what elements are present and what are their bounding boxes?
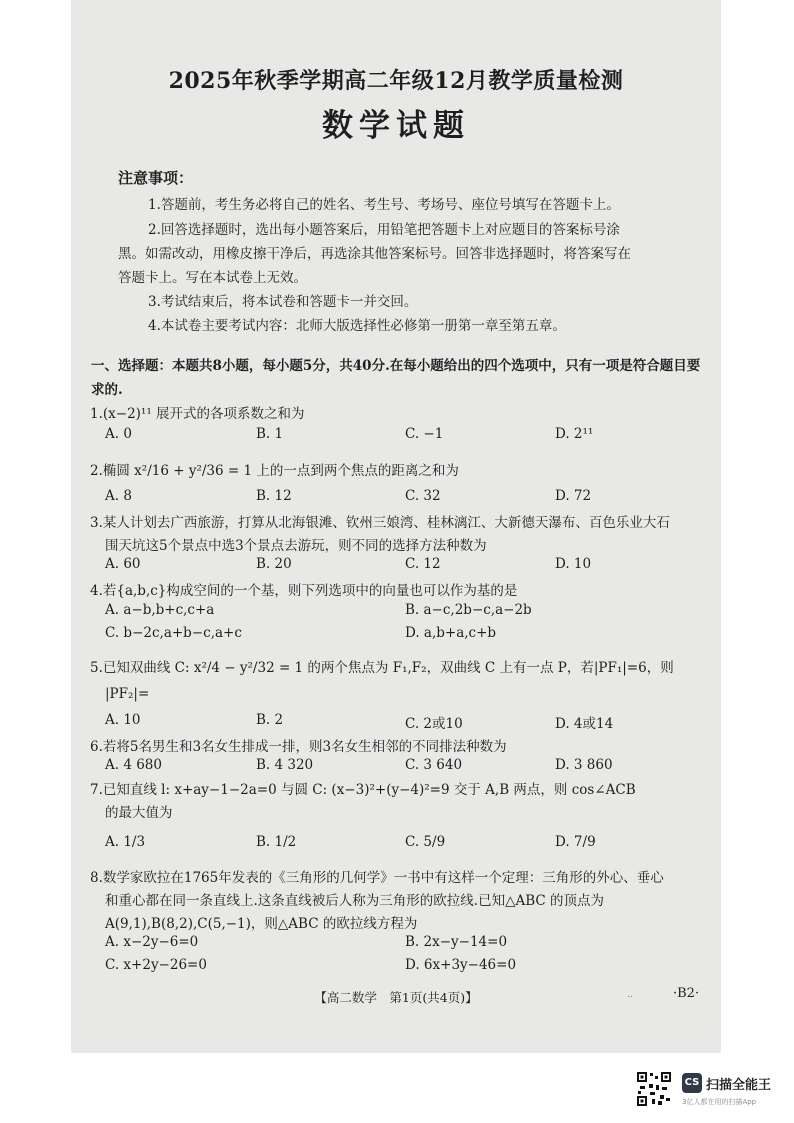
- exam-title: 2025年秋季学期高二年级12月教学质量检测: [168, 68, 624, 94]
- option-c: C. 3 640: [405, 757, 463, 773]
- page-footer: 【高二数学 第1页(共4页)】: [314, 990, 478, 1005]
- note-line: 3.考试结束后，将本试卷和答题卡一并交回。: [148, 294, 418, 310]
- option-d: D. 3 860: [555, 757, 613, 773]
- scanner-tagline: 3亿人都在用的扫描App: [682, 1098, 757, 1106]
- option-b: B. 2x−y−14=0: [405, 934, 508, 950]
- question-7: 7.已知直线 l: x+ay−1−2a=0 与圆 C: (x−3)²+(y−4)²=9 交于 A,B 两点，则 cos∠ACB: [90, 782, 636, 798]
- qr-code-icon: [636, 1071, 672, 1107]
- question-5-line-2: |PF₂|=: [105, 686, 150, 702]
- option-c: C. −1: [405, 426, 444, 442]
- scanner-logo: CS: [682, 1073, 702, 1093]
- option-a: A. a−b,b+c,c+a: [105, 602, 215, 618]
- paper-code: ·B2·: [673, 986, 700, 1001]
- scanner-app-name: 扫描全能王: [706, 1078, 772, 1093]
- question-2: 2.椭圆 x²/16 + y²/36 = 1 上的一点到两个焦点的距离之和为: [90, 463, 459, 479]
- option-b: B. a−c,2b−c,a−2b: [405, 602, 532, 618]
- question-3-line-2: 围天坑这5个景点中选3个景点去游玩，则不同的选择方法种数为: [105, 538, 487, 554]
- option-c: C. 32: [405, 488, 441, 504]
- option-c: C. 12: [405, 556, 441, 572]
- option-b: B. 20: [256, 556, 292, 572]
- option-b: B. 1: [256, 426, 284, 442]
- option-a: A. 10: [105, 712, 141, 728]
- question-8-line-3: A(9,1),B(8,2),C(5,−1)，则△ABC 的欧拉线方程为: [105, 916, 418, 932]
- option-d: D. 4或14: [555, 716, 614, 732]
- question-3: 3.某人计划去广西旅游，打算从北海银滩、钦州三娘湾、桂林漓江、大新德天瀑布、百色乐业大石: [90, 515, 670, 531]
- option-d: D. 6x+3y−46=0: [405, 957, 517, 973]
- notes-heading: 注意事项：: [118, 169, 194, 187]
- note-line: 黑。如需改动，用橡皮擦干净后，再选涂其他答案标号。回答非选择题时，将答案写在: [118, 246, 631, 262]
- option-d: D. 7/9: [555, 834, 596, 850]
- subject-title: 数学试题: [322, 108, 470, 144]
- section-heading: 一、选择题：本题共8小题，每小题5分，共40分.在每小题给出的四个选项中，只有一项是符合题目要求的.: [91, 358, 701, 398]
- note-line: 4.本试卷主要考试内容：北师大版选择性必修第一册第一章至第五章。: [148, 318, 566, 334]
- option-a: A. 4 680: [105, 757, 162, 773]
- option-b: B. 1/2: [256, 834, 297, 850]
- question-4: 4.若{a,b,c}构成空间的一个基，则下列选项中的向量也可以作为基的是: [90, 583, 518, 599]
- question-1: 1.(x−2)¹¹ 展开式的各项系数之和为: [90, 406, 305, 422]
- question-6: 6.若将5名男生和3名女生排成一排，则3名女生相邻的不同排法种数为: [90, 739, 507, 755]
- note-line: 2.回答选择题时，选出每小题答案后，用铅笔把答题卡上对应题目的答案标号涂: [148, 222, 620, 238]
- option-d: D. 2¹¹: [555, 426, 594, 442]
- question-7-line-2: 的最大值为: [105, 805, 173, 821]
- option-c: C. 2或10: [405, 716, 463, 732]
- option-a: A. 60: [105, 556, 141, 572]
- question-5: 5.已知双曲线 C: x²/4 − y²/32 = 1 的两个焦点为 F₁,F₂，双曲线 C 上有一点 P，若|PF₁|=6，则: [90, 660, 674, 676]
- question-8-line-2: 和重心都在同一条直线上.这条直线被后人称为三角形的欧拉线.已知△ABC 的顶点为: [105, 893, 605, 909]
- option-c: C. 5/9: [405, 834, 446, 850]
- option-c: C. b−2c,a+b−c,a+c: [105, 625, 242, 641]
- note-line: 答题卡上。写在本试卷上无效。: [118, 270, 307, 286]
- exam-page: [71, 0, 721, 1053]
- option-b: B. 2: [256, 712, 284, 728]
- option-d: D. 10: [555, 556, 592, 572]
- option-d: D. 72: [555, 488, 592, 504]
- option-a: A. 1/3: [105, 834, 146, 850]
- option-d: D. a,b+a,c+b: [405, 625, 497, 641]
- option-a: A. 0: [105, 426, 132, 442]
- footer-dots: ‥: [627, 990, 634, 1000]
- option-a: A. x−2y−6=0: [105, 934, 199, 950]
- option-c: C. x+2y−26=0: [105, 957, 207, 973]
- option-b: B. 12: [256, 488, 292, 504]
- option-b: B. 4 320: [256, 757, 314, 773]
- note-line: 1.答题前，考生务必将自己的姓名、考生号、考场号、座位号填写在答题卡上。: [148, 197, 620, 213]
- option-a: A. 8: [105, 488, 132, 504]
- question-8: 8.数学家欧拉在1765年发表的《三角形的几何学》一书中有这样一个定理：三角形的外心、垂心: [90, 870, 664, 886]
